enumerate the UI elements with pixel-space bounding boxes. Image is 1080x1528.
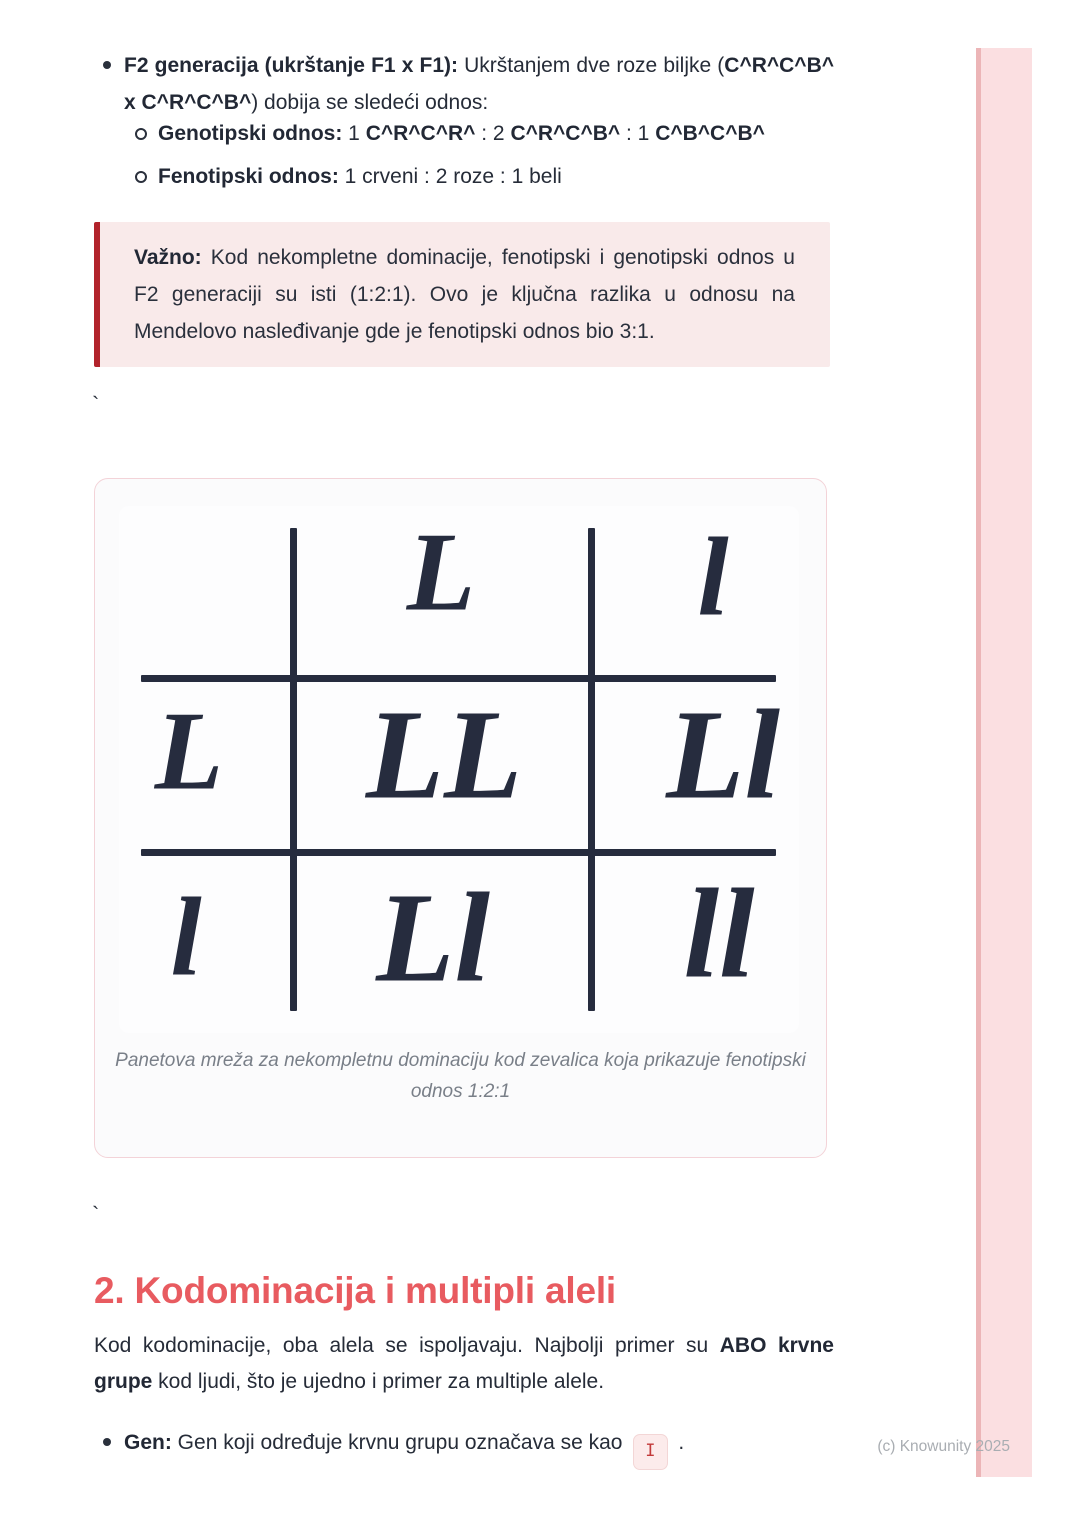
punnett-grid-line-vertical [588, 528, 595, 1011]
stray-backtick: ` [92, 392, 100, 417]
para-t1: Kod kodominacije, oba alela se ispoljavaju. Najbolji primer su [94, 1334, 720, 1357]
geno-g2: C^R^C^B^ [510, 122, 621, 145]
para-bold: ABO krvne grupe [94, 1334, 834, 1393]
circle-bullet-icon [135, 128, 147, 140]
geno-t2: : 2 [475, 122, 511, 145]
gen-text [124, 1424, 684, 1470]
list-item [94, 47, 834, 121]
bullet-marker [94, 47, 124, 121]
punnett-grid-line-horizontal [141, 849, 776, 856]
geno-g3: C^B^C^B^ [655, 122, 765, 145]
figure-caption: Panetova mreža za nekompletnu dominaciju kod zevalica koja prikazuje fenotipski odnos 1:2:1 [115, 1050, 806, 1102]
punnett-grid-line-vertical [290, 528, 297, 1011]
geno-g1: C^R^C^R^ [365, 122, 476, 145]
gen-bullet-item [94, 1424, 854, 1470]
geno-label: Genotipski odnos: [158, 122, 343, 145]
geno-t3: : 1 [620, 122, 656, 145]
punnett-figure-card [94, 478, 827, 1158]
phenotype-ratio-text [158, 158, 834, 195]
inline-code-chip: I [633, 1434, 667, 1470]
circle-bullet-icon [135, 171, 147, 183]
list-item [94, 115, 834, 152]
punnett-cell: Ll [376, 866, 490, 1009]
punnett-col-header: L [406, 510, 476, 635]
gen-t1: Gen koji određuje krvnu grupu označava se kao [171, 1431, 629, 1454]
punnett-cell: ll [683, 862, 755, 1005]
callout-text: Kod nekompletne dominacije, fenotipski i genotipski odnos u F2 generaciji su isti (1:2:1). Ovo je ključna razlika u odnosu na Mendelovo nasleđivanje gde je fenotipski odnos bio 3:1. [134, 246, 795, 343]
f2-lead: F2 generacija (ukrštanje F1 x F1): [124, 54, 458, 77]
para-t2: kod ljudi, što je ujedno i primer za multiple alele. [152, 1370, 605, 1393]
genotype-ratio-text [158, 115, 834, 152]
feno-text: 1 crveni : 2 roze : 1 beli [338, 165, 562, 188]
punnett-cell: LL [365, 683, 523, 826]
copyright-watermark: (c) Knowunity 2025 [877, 1438, 1010, 1455]
punnett-row-header: l [170, 875, 202, 1000]
pink-stripe-decoration [976, 48, 1032, 1477]
punnett-cell: Ll [666, 683, 780, 826]
stray-backtick: ` [92, 1202, 100, 1227]
f2-bullet-list [94, 47, 834, 195]
f2-generation-text [124, 47, 834, 121]
bullet-disc-icon [103, 61, 111, 69]
list-item [94, 158, 834, 195]
section-heading: 2. Kodominacija i multipli aleli [94, 1270, 616, 1311]
geno-t1: 1 [342, 122, 366, 145]
codominance-paragraph [94, 1328, 834, 1400]
important-callout [94, 222, 830, 367]
gen-label: Gen: [124, 1431, 172, 1454]
bullet-marker [94, 158, 158, 195]
bullet-disc-icon [103, 1438, 111, 1446]
punnett-square-image [119, 506, 799, 1033]
bullet-marker [94, 1424, 124, 1470]
punnett-row-header: L [154, 689, 224, 814]
f2-t2: ) dobija se sledeći odnos: [251, 91, 489, 114]
bullet-marker [94, 115, 158, 152]
feno-label: Fenotipski odnos: [158, 165, 339, 188]
gen-t2: . [672, 1431, 685, 1454]
callout-label: Važno: [134, 246, 202, 269]
f2-genotypes: C^R^C^B^ x C^R^C^B^ [124, 54, 834, 114]
f2-t1: Ukrštanjem dve roze biljke ( [457, 54, 725, 77]
punnett-col-header: l [697, 515, 729, 640]
